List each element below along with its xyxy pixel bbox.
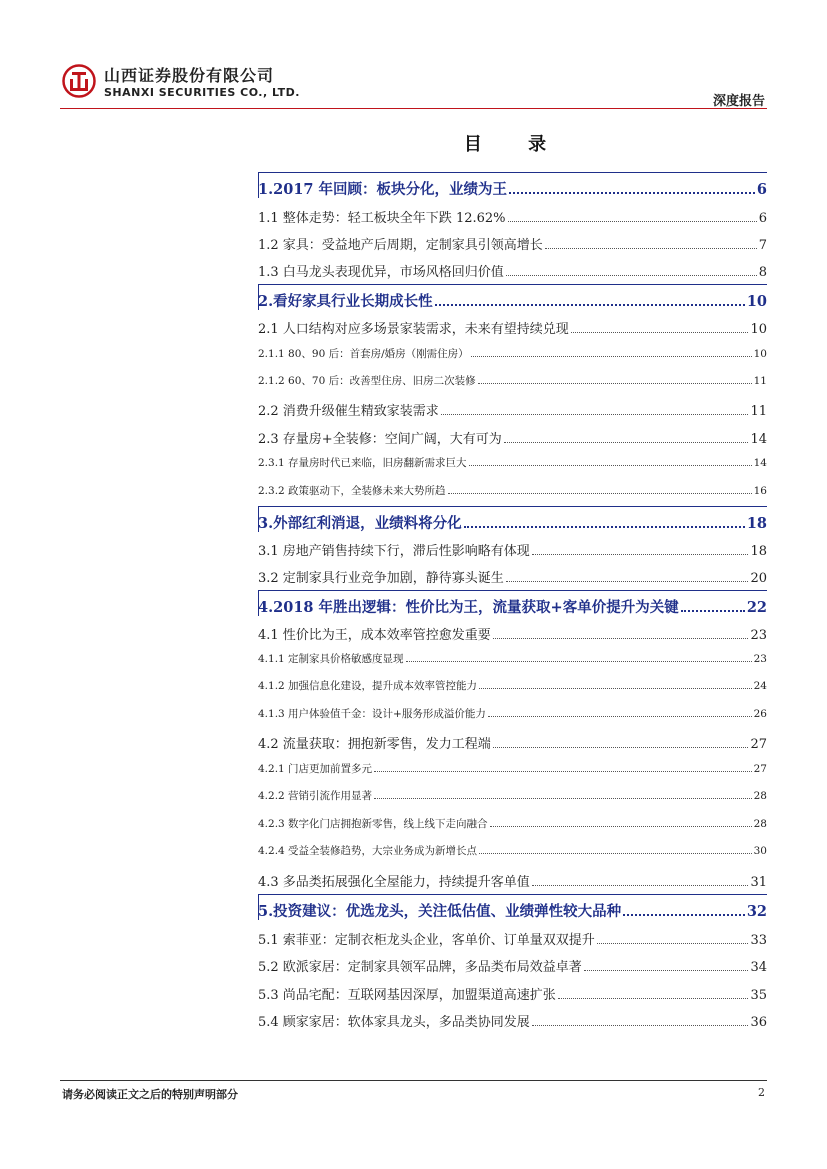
toc-section-entry[interactable] (258, 929, 767, 948)
toc-entry-page: 31 (750, 875, 767, 890)
toc-section-entry[interactable] (258, 428, 767, 447)
toc-entry-page: 14 (753, 457, 767, 469)
toc-entry-page: 35 (750, 988, 767, 1003)
footer-divider (60, 1080, 767, 1081)
toc-entry-page: 11 (750, 404, 767, 419)
toc-entry-page: 16 (753, 485, 767, 497)
toc-leader-dots (509, 192, 755, 194)
toc-section-entry[interactable] (258, 540, 767, 559)
report-type-label: 深度报告 (712, 94, 765, 109)
toc-leader-dots (493, 638, 749, 639)
toc-entry-page: 8 (758, 265, 767, 280)
toc-entry-page: 27 (753, 763, 767, 775)
toc-entry-title: 2.1.2 60、70 后：改善型住房、旧房二次装修 (258, 375, 476, 387)
toc-entry-page: 6 (758, 211, 767, 226)
toc-entry-page: 30 (753, 845, 767, 857)
toc-entry-page: 28 (753, 790, 767, 802)
toc-section-entry[interactable] (258, 567, 767, 586)
toc-leader-dots (490, 826, 752, 827)
toc-entry-page: 10 (750, 322, 767, 337)
toc-leader-dots (478, 383, 752, 384)
toc-section-entry[interactable] (258, 1011, 767, 1030)
toc-section-entry[interactable] (258, 400, 767, 419)
toc-entry-title: 1.1 整体走势：轻工板块全年下跌 12.62% (258, 211, 506, 226)
toc-entry-title: 4.2.3 数字化门店拥抱新零售，线上线下走向融合 (258, 818, 488, 830)
toc-entry-page: 11 (753, 375, 767, 387)
company-name-en: SHANXI SECURITIES CO., LTD. (104, 86, 300, 99)
toc-section-entry[interactable] (258, 733, 767, 752)
toc-entry-page: 33 (750, 933, 767, 948)
toc-entry-page: 10 (746, 293, 767, 310)
toc-leader-dots (623, 914, 745, 916)
toc-leader-dots (504, 442, 749, 443)
toc-entry-title: 4.2.4 受益全装修趋势，大宗业务成为新增长点 (258, 845, 478, 857)
toc-entry-title: 4.1 性价比为王，成本效率管控愈发重要 (258, 628, 491, 643)
toc-entry-title: 4.1.1 定制家具价格敏感度显现 (258, 653, 404, 665)
toc-section-entry[interactable] (258, 234, 767, 253)
toc-section-entry[interactable] (258, 207, 767, 226)
toc-entry-page: 10 (753, 348, 767, 360)
toc-subsection-entry[interactable] (258, 788, 767, 803)
toc-entry-title: 4.1.3 用户体验值千金：设计+服务形成溢价能力 (258, 708, 486, 720)
toc-entry-title: 5.4 顾家家居：软体家具龙头，多品类协同发展 (258, 1015, 530, 1030)
toc-leader-dots (406, 661, 752, 662)
toc-leader-dots (532, 554, 749, 555)
toc-leader-dots (532, 1025, 749, 1026)
toc-chapter-entry[interactable] (258, 290, 767, 311)
toc-entry-title: 3.2 定制家具行业竞争加剧，静待寡头诞生 (258, 571, 504, 586)
toc-leader-dots (479, 688, 752, 689)
toc-chapter-entry[interactable] (258, 512, 767, 533)
page-number: 2 (758, 1086, 765, 1099)
toc-entry-page: 18 (746, 515, 767, 532)
toc-chapter-entry[interactable] (258, 900, 767, 921)
toc-entry-title: 4.2.2 营销引流作用显著 (258, 790, 373, 802)
toc-entry-page: 26 (753, 708, 767, 720)
toc-entry-title: 2.3.2 政策驱动下，全装修未来大势所趋 (258, 485, 446, 497)
toc-entry-page: 7 (758, 238, 767, 253)
toc-section-entry[interactable] (258, 871, 767, 890)
toc-entry-title: 2.1.1 80、90 后：首套房/婚房（刚需住房） (258, 348, 469, 360)
toc-entry-page: 32 (746, 903, 767, 920)
toc-subsection-entry[interactable] (258, 346, 767, 361)
toc-entry-title: 1.2 家具：受益地产后周期，定制家具引领高增长 (258, 238, 543, 253)
toc-entry-title: 2.3.1 存量房时代已来临，旧房翻新需求巨大 (258, 457, 467, 469)
toc-subsection-entry[interactable] (258, 761, 767, 776)
toc-entry-page: 23 (753, 653, 767, 665)
toc-entry-page: 22 (746, 599, 767, 616)
toc-section-entry[interactable] (258, 956, 767, 975)
toc-subsection-entry[interactable] (258, 455, 767, 470)
toc-entry-title: 3.外部红利消退，业绩料将分化 (258, 515, 462, 532)
toc-entry-title: 5.2 欧派家居：定制家具领军品牌，多品类布局效益卓著 (258, 960, 582, 975)
toc-entry-title: 2.3 存量房+全装修：空间广阔，大有可为 (258, 432, 502, 447)
toc-leader-dots (471, 356, 752, 357)
toc-leader-dots (545, 248, 757, 249)
toc-leader-dots (464, 526, 745, 528)
toc-entry-page: 23 (750, 628, 767, 643)
header-divider (60, 108, 767, 109)
footer-disclaimer: 请务必阅读正文之后的特别声明部分 (62, 1088, 238, 1101)
toc-title: 目 录 (463, 134, 567, 155)
toc-entry-page: 28 (753, 818, 767, 830)
toc-entry-title: 1.3 白马龙头表现优异，市场风格回归价值 (258, 265, 504, 280)
toc-entry-title: 5.3 尚品宅配：互联网基因深厚，加盟渠道高速扩张 (258, 988, 556, 1003)
toc-leader-dots (597, 943, 749, 944)
page-header (0, 0, 827, 112)
toc-leader-dots (469, 465, 752, 466)
company-name-cn: 山西证券股份有限公司 (104, 66, 275, 85)
toc-entry-title: 2.2 消费升级催生精致家装需求 (258, 404, 439, 419)
toc-leader-dots (441, 414, 749, 415)
toc-subsection-entry[interactable] (258, 483, 767, 498)
toc-entry-page: 20 (750, 571, 767, 586)
toc-entry-page: 36 (750, 1015, 767, 1030)
toc-entry-page: 6 (756, 181, 767, 198)
shanxi-securities-logo-icon (62, 64, 96, 98)
toc-leader-dots (681, 610, 745, 612)
toc-leader-dots (571, 332, 749, 333)
toc-leader-dots (558, 998, 749, 999)
toc-entry-title: 4.1.2 加强信息化建设，提升成本效率管控能力 (258, 680, 478, 692)
toc-leader-dots (488, 716, 752, 717)
toc-entry-page: 14 (750, 432, 767, 447)
toc-subsection-entry[interactable] (258, 678, 767, 693)
toc-leader-dots (493, 747, 749, 748)
toc-section-entry[interactable] (258, 318, 767, 337)
toc-entry-title: 4.2018 年胜出逻辑：性价比为王，流量获取+客单价提升为关键 (258, 599, 679, 616)
toc-subsection-entry[interactable] (258, 373, 767, 388)
toc-chapter-entry[interactable] (258, 596, 767, 617)
toc-leader-dots (448, 493, 752, 494)
toc-entry-page: 27 (750, 737, 767, 752)
toc-leader-dots (532, 885, 749, 886)
toc-section-entry[interactable] (258, 624, 767, 643)
toc-entry-title: 2.1 人口结构对应多场景家装需求，未来有望持续兑现 (258, 322, 569, 337)
toc-leader-dots (479, 853, 752, 854)
toc-section-entry[interactable] (258, 261, 767, 280)
toc-leader-dots (435, 304, 745, 306)
toc-leader-dots (506, 275, 757, 276)
toc-chapter-entry[interactable] (258, 178, 767, 199)
toc-entry-title: 3.1 房地产销售持续下行，滞后性影响略有体现 (258, 544, 530, 559)
toc-leader-dots (508, 221, 757, 222)
toc-subsection-entry[interactable] (258, 816, 767, 831)
toc-leader-dots (374, 798, 752, 799)
toc-entry-page: 18 (750, 544, 767, 559)
toc-subsection-entry[interactable] (258, 706, 767, 721)
toc-entry-page: 24 (753, 680, 767, 692)
toc-subsection-entry[interactable] (258, 843, 767, 858)
toc-entry-title: 1.2017 年回顾：板块分化，业绩为王 (258, 181, 508, 198)
toc-section-entry[interactable] (258, 984, 767, 1003)
toc-subsection-entry[interactable] (258, 651, 767, 666)
toc-leader-dots (374, 771, 752, 772)
toc-entry-page: 34 (750, 960, 767, 975)
toc-entry-title: 5.1 索菲亚：定制衣柜龙头企业，客单价、订单量双双提升 (258, 933, 595, 948)
toc-entry-title: 2.看好家具行业长期成长性 (258, 293, 433, 310)
toc-leader-dots (506, 581, 749, 582)
toc-leader-dots (584, 970, 749, 971)
toc-entry-title: 5.投资建议：优选龙头，关注低估值、业绩弹性较大品种 (258, 903, 622, 920)
toc-entry-title: 4.2.1 门店更加前置多元 (258, 763, 373, 775)
toc-entry-title: 4.3 多品类拓展强化全屋能力，持续提升客单值 (258, 875, 530, 890)
toc-entry-title: 4.2 流量获取：拥抱新零售，发力工程端 (258, 737, 491, 752)
